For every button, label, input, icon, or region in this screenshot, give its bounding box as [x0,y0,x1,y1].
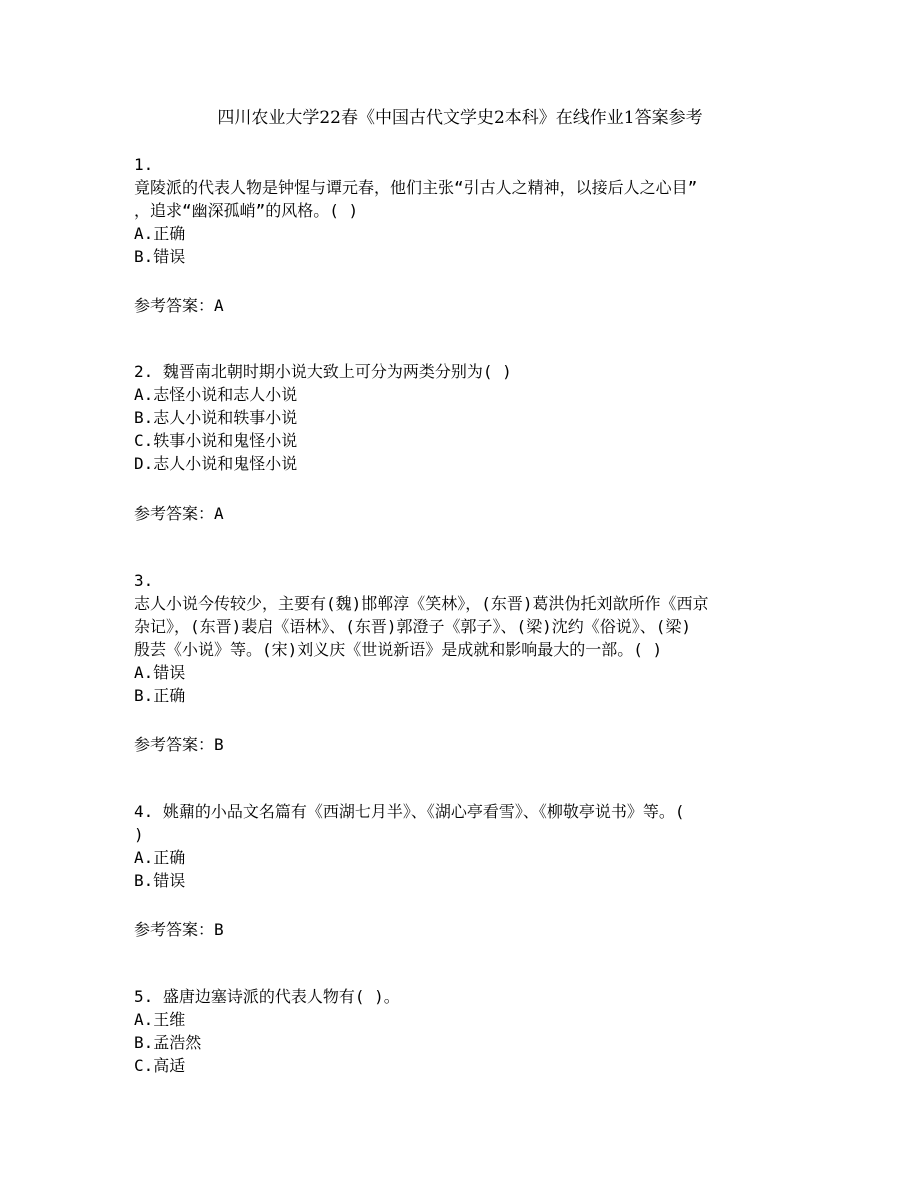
option-a: A.志怪小说和志人小说 [134,385,298,404]
reference-answer: 参考答案：A [134,504,224,523]
option-b: B.错误 [134,247,186,266]
question-stem-line: 4. 姚鼐的小品文名篇有《西湖七月半》、《湖心亭看雪》、《柳敬亭说书》等。( [134,802,685,821]
option-c: C.轶事小说和鬼怪小说 [134,431,298,450]
question-stem-line: 杂记》，(东晋)裴启《语林》、(东晋)郭澄子《郭子》、(梁)沈约《俗说》、(梁) [134,617,692,636]
answer-1 [134,294,794,317]
option-b: B.志人小说和轶事小说 [134,408,298,427]
option-a: A.正确 [134,848,186,867]
option-c: C.高适 [134,1056,186,1075]
question-5 [134,985,794,1077]
question-3 [134,569,794,707]
question-stem-line: ，追求“幽深孤峭”的风格。( ) [134,201,359,220]
option-d: D.志人小说和鬼怪小说 [134,454,298,473]
document-title: 四川农业大学22春《中国古代文学史2本科》在线作业1答案参考 [217,108,703,128]
answer-3 [134,733,794,756]
question-stem-line: 竟陵派的代表人物是钟惺与谭元春，他们主张“引古人之精神，以接后人之心目” [134,178,698,197]
question-stem-line: 殷芸《小说》等。(宋)刘义庆《世说新语》是成就和影响最大的一部。( ) [134,640,663,659]
option-b: B.孟浩然 [134,1033,202,1052]
question-1 [134,153,794,268]
question-stem-line: 2. 魏晋南北朝时期小说大致上可分为两类分别为( ) [134,362,512,381]
question-stem-line: 志人小说今传较少，主要有(魏)邯郸淳《笑林》，(东晋)葛洪伪托刘歆所作《西京 [134,594,709,613]
question-stem-line: 5. 盛唐边塞诗派的代表人物有( )。 [134,987,400,1006]
question-2 [134,360,794,475]
reference-answer: 参考答案：A [134,296,224,315]
option-a: A.正确 [134,224,186,243]
option-a: A.王维 [134,1010,186,1029]
question-number: 1. [134,155,154,174]
option-a: A.错误 [134,663,186,682]
option-b: B.错误 [134,871,186,890]
option-b: B.正确 [134,686,186,705]
reference-answer: 参考答案：B [134,735,224,754]
question-number: 3. [134,571,154,590]
question-4 [134,800,794,892]
answer-4 [134,918,794,941]
question-stem-line: ) [134,825,144,844]
answer-2 [134,502,794,525]
reference-answer: 参考答案：B [134,920,224,939]
